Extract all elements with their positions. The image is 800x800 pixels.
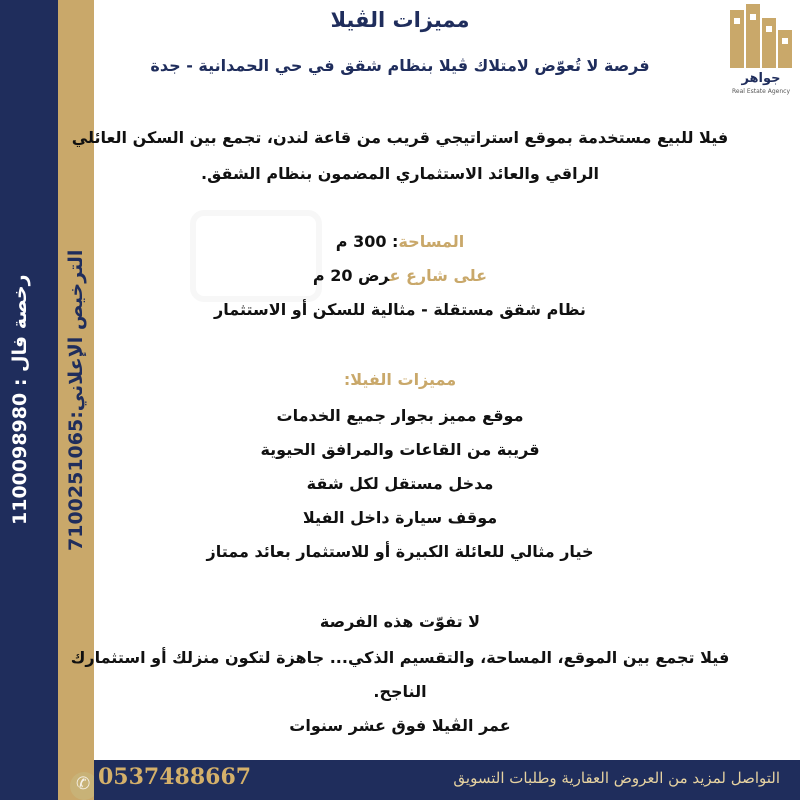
contact-text: التواصل لمزيد من العروض العقارية وطلبات التسويق — [453, 769, 780, 787]
intro-line-1: فيلا للبيع مستخدمة بموقع استراتيجي قريب من قاعة لندن، تجمع بين السكن العائلي — [71, 128, 729, 147]
logo-brand-en: Real Estate Agency — [732, 88, 790, 95]
system-line: نظام شقق مستقلة - مثالية للسكن أو الاستثمار — [214, 300, 586, 319]
street-label: على شارع ع — [389, 266, 488, 285]
page-title: مميزات الڤيلا — [330, 8, 470, 32]
footer-bar — [94, 760, 800, 800]
feature-item: موقع مميز بجوار جميع الخدمات — [276, 406, 524, 425]
contact-phone[interactable]: 0537488667 — [98, 764, 252, 790]
logo-brand-ar: جواهر — [741, 71, 781, 86]
closing-title: لا تفوّت هذه الفرصة — [319, 612, 481, 631]
area-line — [0, 232, 800, 251]
street-value: رض 20 م — [312, 266, 390, 285]
ad-license-text: الترخيص الإعلاني:7100251065 — [65, 249, 87, 551]
feature-item: خيار مثالي للعائلة الكبيرة أو للاستثمار بعائد ممتاز — [206, 542, 594, 561]
area-value: : 300 م — [335, 232, 399, 251]
closing-line-2: الناجح. — [373, 682, 427, 701]
street-line — [0, 266, 800, 285]
age-line: عمر الڤيلا فوق عشر سنوات — [289, 716, 511, 735]
features-title: مميزات الفيلا: — [343, 370, 457, 389]
feature-item: مدخل مستقل لكل شقة — [306, 474, 494, 493]
watermark — [190, 210, 322, 302]
headline: فرصة لا تُعوّض لامتلاك ڤيلا بنظام شقق في حي الحمدانية - جدة — [150, 56, 650, 75]
closing-line-1: فيلا تجمع بين الموقع، المساحة، والتقسيم الذكي... جاهزة لتكون منزلك أو استثمارك — [70, 648, 730, 667]
feature-item: قريبة من القاعات والمرافق الحيوية — [260, 440, 540, 459]
feature-item: موقف سيارة داخل الفيلا — [302, 508, 498, 527]
area-label: المساحة — [398, 232, 465, 251]
fal-license-text: رخصة فال : 1100098980 — [9, 274, 31, 526]
intro-line-2: الراقي والعائد الاستثماري المضمون بنظام الشقق. — [200, 164, 600, 183]
